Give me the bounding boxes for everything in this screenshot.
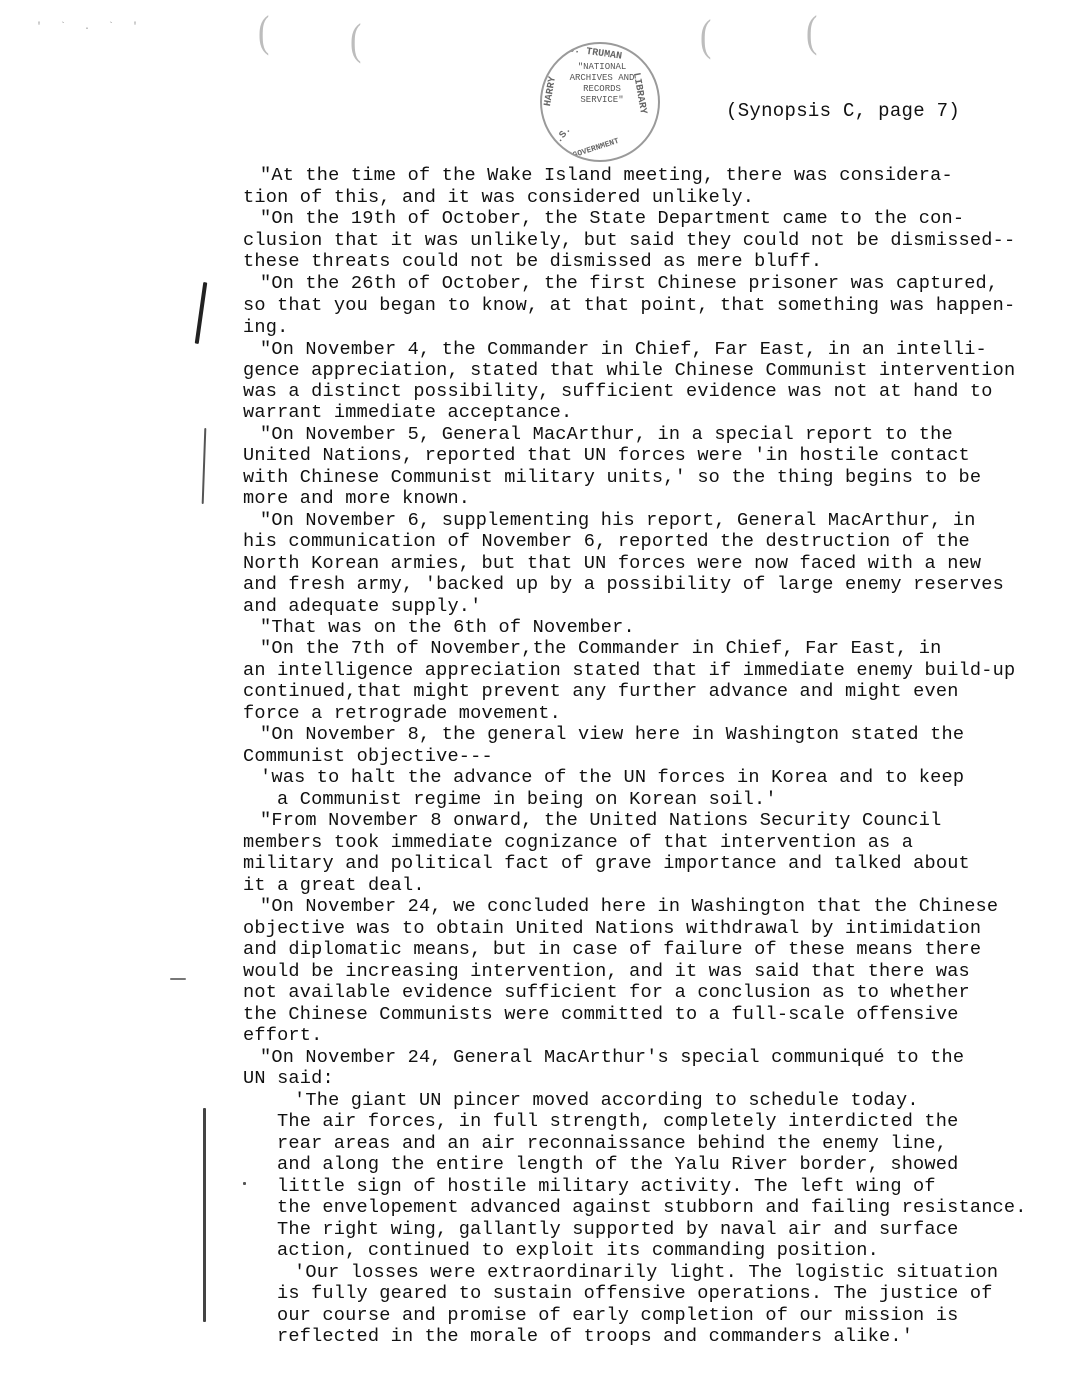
binding-mark: ( (350, 16, 362, 65)
scan-specks: ' ` . ` ' (36, 22, 145, 33)
stamp-right-arc: LIBRARY (629, 71, 649, 116)
text-line: the envelopement advanced against stubborn and failing resistance. (277, 1197, 1027, 1218)
stamp-bottom-arc: GOVERNMENT (571, 136, 621, 161)
text-line: 'was to halt the advance of the UN forces in Korea and to keep (260, 767, 965, 788)
stamp-line: "NATIONAL (577, 62, 627, 72)
text-line: United Nations, reported that UN forces were 'in hostile contact (243, 445, 970, 466)
text-line: force a retrograde movement. (243, 703, 562, 724)
text-line: not available evidence sufficient for a conclusion as to whether (243, 982, 970, 1003)
text-line: was a distinct possibility, sufficient evidence was not at hand to (243, 381, 993, 402)
library-stamp (540, 42, 660, 162)
text-line: it a great deal. (243, 875, 425, 896)
text-line: "On November 24, General MacArthur's special communiqué to the (260, 1047, 965, 1068)
text-line: and diplomatic means, but in case of failure of these means there (243, 939, 982, 960)
text-line: Communist objective--- (243, 746, 493, 767)
text-line: tion of this, and it was considered unlikely. (243, 187, 755, 208)
margin-dot (243, 1182, 246, 1185)
text-line: objective was to obtain United Nations withdrawal by intimidation (243, 918, 982, 939)
text-line: and adequate supply.' (243, 596, 482, 617)
text-line: ing. (243, 317, 289, 338)
text-line: 'Our losses were extraordinarily light. The logistic situation (294, 1262, 999, 1283)
text-line: with Chinese Communist military units,' so the thing begins to be (243, 467, 982, 488)
text-line: continued,that might prevent any further advance and might even (243, 681, 959, 702)
text-line: more and more known. (243, 488, 471, 509)
margin-tick (170, 978, 186, 980)
text-line: 'The giant UN pincer moved according to schedule today. (294, 1090, 919, 1111)
text-line: and along the entire length of the Yalu River border, showed (277, 1154, 959, 1175)
text-line: "On November 5, General MacArthur, in a special report to the (260, 424, 953, 445)
text-line: North Korean armies, but that UN forces were now faced with a new (243, 553, 982, 574)
page-reference: (Synopsis C, page 7) (726, 100, 961, 122)
text-line: UN said: (243, 1068, 334, 1089)
text-line: "On November 6, supplementing his report, General MacArthur, in (260, 510, 976, 531)
text-line: effort. (243, 1025, 323, 1046)
text-line: our course and promise of early completion of our mission is (277, 1305, 959, 1326)
text-line: a Communist regime in being on Korean soil.' (277, 789, 777, 810)
text-line: action, continued to exploit its commanding position. (277, 1240, 879, 1261)
text-line: The right wing, gallantly supported by naval air and surface (277, 1219, 959, 1240)
text-line: rear areas and an air reconnaissance behind the enemy line, (277, 1133, 948, 1154)
text-line: is fully geared to sustain offensive operations. The justice of (277, 1283, 993, 1304)
stamp-center (564, 62, 640, 146)
text-line: little sign of hostile military activity. The left wing of (277, 1176, 936, 1197)
text-line: gence appreciation, stated that while Chinese Communist intervention (243, 360, 1016, 381)
text-line: The air forces, in full strength, completely interdicted the (277, 1111, 959, 1132)
text-line: would be increasing intervention, and it was said that there was (243, 961, 970, 982)
text-line: these threats could not be dismissed as mere bluff. (243, 251, 823, 272)
margin-line (195, 282, 208, 344)
binding-mark: ( (700, 12, 712, 61)
text-line: "From November 8 onward, the United Nations Security Council (260, 810, 942, 831)
text-line: so that you began to know, at that point, that something was happen- (243, 295, 1016, 316)
stamp-line: ARCHIVES AND (569, 73, 635, 83)
text-line: and fresh army, 'backed up by a possibility of large enemy reserves (243, 574, 1004, 595)
text-line: "On November 8, the general view here in Washington stated the (260, 724, 965, 745)
margin-line (203, 1108, 206, 1322)
text-line: "At the time of the Wake Island meeting, there was considera- (260, 165, 953, 186)
text-line: members took immediate cognizance of that intervention as a (243, 832, 914, 853)
text-line: "That was on the 6th of November. (260, 617, 635, 638)
stamp-line: SERVICE" (580, 95, 624, 105)
binding-mark: ( (806, 8, 818, 57)
stamp-left-arc: HARRY (542, 75, 560, 108)
text-line: "On November 24, we concluded here in Washington that the Chinese (260, 896, 999, 917)
text-line: clusion that it was unlikely, but said they could not be dismissed-- (243, 230, 1016, 251)
text-line: "On the 26th of October, the first Chinese prisoner was captured, (260, 273, 999, 294)
stamp-top-arc: S. TRUMAN (567, 44, 623, 63)
text-line: "On November 4, the Commander in Chief, Far East, in an intelli- (260, 339, 987, 360)
text-line: warrant immediate acceptance. (243, 402, 573, 423)
text-line: his communication of November 6, reported the destruction of the (243, 531, 970, 552)
text-line: the Chinese Communists were committed to a full-scale offensive (243, 1004, 959, 1025)
margin-line (202, 428, 207, 504)
text-line: military and political fact of grave importance and talked about (243, 853, 970, 874)
binding-mark: ( (258, 8, 270, 57)
text-line: reflected in the morale of troops and commanders alike.' (277, 1326, 914, 1347)
text-line: "On the 7th of November,the Commander in Chief, Far East, in (260, 638, 942, 659)
stamp-lower-left: U.S. (550, 124, 574, 151)
stamp-line: RECORDS (583, 84, 621, 94)
text-line: "On the 19th of October, the State Department came to the con- (260, 208, 965, 229)
text-line: an intelligence appreciation stated that if immediate enemy build-up (243, 660, 1016, 681)
